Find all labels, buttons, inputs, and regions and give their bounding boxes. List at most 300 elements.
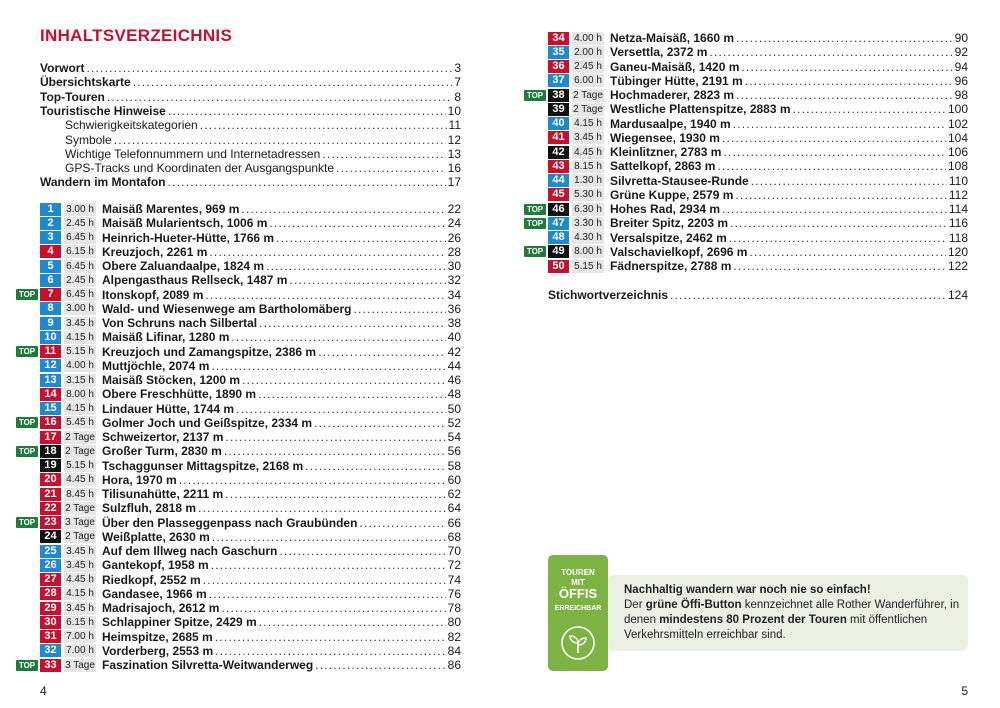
toc-entry-page: 7 xyxy=(454,75,461,90)
leader-dots xyxy=(209,587,446,601)
toc-entry-page: 8 xyxy=(454,89,461,104)
tour-name: Sattelkopf, 2863 m xyxy=(610,159,716,174)
tour-page: 62 xyxy=(447,487,461,501)
tour-entry[interactable] xyxy=(548,188,968,202)
tour-page: 58 xyxy=(447,458,461,473)
tour-duration: 2.45 h xyxy=(64,217,96,230)
tour-duration: 2 Tage xyxy=(65,445,95,457)
tour-number-badge: 24 xyxy=(40,530,61,543)
tour-number-badge: 28 xyxy=(40,587,61,600)
tour-entry[interactable] xyxy=(40,430,461,444)
tour-name: Gandasee, 1966 m xyxy=(102,586,207,601)
tour-duration: 3 Tage xyxy=(65,659,95,671)
tour-page: 68 xyxy=(447,529,461,544)
tour-duration: 3.45 h xyxy=(64,545,96,558)
tour-entry[interactable] xyxy=(548,174,968,188)
tour-entry[interactable] xyxy=(40,416,461,430)
leader-dots xyxy=(258,387,446,401)
tour-page: 48 xyxy=(447,387,461,402)
tour-number-badge: 19 xyxy=(40,459,61,472)
tour-entry[interactable] xyxy=(40,558,461,572)
tour-name: Kreuzjoch, 2261 m xyxy=(102,244,208,259)
tour-number-badge: 20 xyxy=(40,473,61,486)
tour-number-badge: 43 xyxy=(548,160,569,173)
tour-duration: 2 Tage xyxy=(65,431,95,443)
leader-dots xyxy=(793,102,946,116)
leader-dots xyxy=(353,302,445,316)
oeffi-body xyxy=(624,598,964,643)
tour-entry[interactable] xyxy=(40,302,461,316)
index-entry-label: Stichwortverzeichnis xyxy=(548,288,669,302)
tour-page: 64 xyxy=(447,501,461,516)
leader-dots xyxy=(259,615,446,629)
tour-page: 112 xyxy=(948,187,968,202)
oeffi-text-bold: mindestens 80 Prozent der Touren xyxy=(659,614,847,626)
tour-name: Madrisajoch, 2612 m xyxy=(102,601,220,615)
tour-name: Kreuzjoch und Zamangspitze, 2386 m xyxy=(102,344,317,359)
tour-number-badge: 36 xyxy=(548,60,569,73)
tour-entry[interactable] xyxy=(40,587,461,601)
oeffi-text-part: kennzeichnet alle Rother Wanderführer, in denen xyxy=(624,599,960,626)
tour-entry[interactable] xyxy=(40,544,461,558)
leader-dots xyxy=(168,104,446,118)
toc-entry[interactable] xyxy=(40,75,461,89)
tour-duration: 8.00 h xyxy=(64,388,96,401)
top-tour-badge: TOP xyxy=(16,289,38,300)
tour-duration: 8.15 h xyxy=(572,160,604,173)
tour-name: Ganeu-Maisäß, 1420 m xyxy=(610,59,740,74)
leader-dots xyxy=(289,273,445,287)
tour-number-badge: 35 xyxy=(548,46,569,59)
leader-dots xyxy=(209,245,445,259)
oeffi-badge-line1 xyxy=(548,568,608,588)
tour-duration: 5.15 h xyxy=(64,459,96,472)
tour-entry[interactable] xyxy=(40,615,461,629)
tour-number-badge: 1 xyxy=(40,203,61,216)
tour-page: 54 xyxy=(447,430,461,444)
tour-duration: 4.30 h xyxy=(572,231,604,244)
tour-page: 106 xyxy=(947,145,968,159)
toc-entry-page: 17 xyxy=(447,175,461,190)
tour-page: 102 xyxy=(947,116,968,131)
tour-entry[interactable] xyxy=(40,245,461,259)
tour-number-badge: 45 xyxy=(548,188,569,201)
tour-number-badge: 2 xyxy=(40,217,61,230)
leader-dots xyxy=(168,175,446,189)
tour-entry[interactable] xyxy=(40,216,461,230)
top-tour-badge: TOP xyxy=(16,417,38,428)
tour-page: 30 xyxy=(447,259,461,273)
leader-dots xyxy=(266,259,446,273)
leader-dots xyxy=(225,430,445,444)
tour-number-badge: 39 xyxy=(548,103,569,116)
top-tour-badge: TOP xyxy=(16,446,38,457)
tour-duration: 3.30 h xyxy=(572,217,604,230)
toc-entry-label: Schwierigkeitskategorien xyxy=(65,118,198,133)
page-number-left: 4 xyxy=(40,684,47,698)
oeffi-badge-mit: MIT xyxy=(571,578,585,587)
tour-duration: 4.15 h xyxy=(572,117,604,130)
tour-duration: 3.45 h xyxy=(64,559,96,572)
tour-entry[interactable] xyxy=(548,259,968,273)
tour-name: Alpengasthaus Rellseck, 1487 m xyxy=(102,273,288,288)
leader-dots xyxy=(749,245,946,259)
tour-page: 36 xyxy=(447,301,461,316)
toc-entry-page: 13 xyxy=(447,146,461,161)
leader-dots xyxy=(733,117,946,131)
tour-number-badge: 13 xyxy=(40,374,61,387)
tour-page: 120 xyxy=(947,244,968,259)
tour-page: 86 xyxy=(447,658,461,672)
tour-entry[interactable] xyxy=(40,316,461,330)
tour-duration: 3.45 h xyxy=(64,602,96,615)
tour-duration: 2 Tage xyxy=(65,531,95,543)
index-entry-page: 124 xyxy=(947,288,968,302)
tour-number-badge: 47 xyxy=(548,217,569,230)
tour-page: 98 xyxy=(954,88,968,102)
tour-name: Obere Zaluandaalpe, 1824 m xyxy=(102,259,265,273)
tour-page: 34 xyxy=(447,287,461,302)
tour-entry[interactable] xyxy=(40,473,461,487)
toc-entry[interactable] xyxy=(65,147,461,161)
tour-duration: 2.45 h xyxy=(572,60,604,73)
tour-number-badge: 34 xyxy=(548,32,569,45)
tour-number-badge: 18 xyxy=(40,445,61,458)
tour-number-badge: 11 xyxy=(40,345,61,358)
tour-duration: 8.45 h xyxy=(64,488,96,501)
tour-name: Valschavielkopf, 2696 m xyxy=(610,244,748,259)
tour-duration: 7.00 h xyxy=(64,644,96,657)
tour-duration: 6.45 h xyxy=(64,231,96,244)
toc-entry[interactable] xyxy=(40,90,461,104)
oeffi-info-text xyxy=(624,583,964,643)
tour-duration: 6.00 h xyxy=(572,74,604,87)
tour-page: 82 xyxy=(447,629,461,644)
tour-duration: 6.45 h xyxy=(64,288,96,301)
leader-dots xyxy=(215,630,446,644)
tour-entry[interactable] xyxy=(40,231,461,245)
tour-page: 52 xyxy=(447,415,461,430)
leader-dots xyxy=(314,416,446,430)
tour-entry[interactable] xyxy=(40,573,461,587)
tour-duration: 3 Tage xyxy=(65,517,95,528)
tour-name: Auf dem Illweg nach Gaschurn xyxy=(102,544,278,558)
tour-number-badge: 26 xyxy=(40,559,61,572)
oeffi-text-bold: grüne Öffi-Button xyxy=(645,599,742,611)
leader-dots xyxy=(733,259,946,273)
tour-name: Hora, 1970 m xyxy=(102,472,177,487)
tour-entry[interactable] xyxy=(548,102,968,116)
toc-entry-label: Vorwort xyxy=(40,61,85,75)
tour-page: 92 xyxy=(954,45,968,60)
tour-entry[interactable] xyxy=(548,145,968,159)
tour-name: Schweizertor, 2137 m xyxy=(102,430,224,444)
tour-entry[interactable] xyxy=(40,658,461,672)
tour-name: Netza-Maisäß, 1660 m xyxy=(610,31,735,45)
tour-number-badge: 17 xyxy=(40,431,61,444)
tour-number-badge: 44 xyxy=(548,174,569,187)
leader-dots xyxy=(259,316,445,330)
tour-page: 94 xyxy=(954,59,968,74)
tour-name: Itonskopf, 2089 m xyxy=(102,287,204,302)
tour-entry[interactable] xyxy=(40,530,461,544)
tour-name: Gantekopf, 1958 m xyxy=(102,558,209,573)
oeffi-text-part: Der xyxy=(624,599,646,611)
tour-number-badge: 37 xyxy=(548,74,569,87)
tour-page: 26 xyxy=(447,230,461,245)
tour-duration: 4.00 h xyxy=(572,32,604,45)
tour-name: Westliche Plattenspitze, 2883 m xyxy=(610,102,791,117)
tour-number-badge: 49 xyxy=(548,245,569,258)
tour-entry[interactable] xyxy=(548,202,968,216)
tour-name: Tübinger Hütte, 2191 m xyxy=(610,73,743,88)
tour-name: Wald- und Wiesenwege am Bartholomäberg xyxy=(102,301,352,316)
tour-number-badge: 41 xyxy=(548,131,569,144)
tour-number-badge: 48 xyxy=(548,231,569,244)
tour-duration: 2 Tage xyxy=(65,502,95,514)
tour-page: 50 xyxy=(447,401,461,416)
leader-dots xyxy=(751,174,947,188)
toc-entry[interactable] xyxy=(65,133,461,147)
leader-dots xyxy=(269,216,445,230)
tour-entry[interactable] xyxy=(40,330,461,344)
tour-duration: 8.00 h xyxy=(572,245,604,258)
tour-number-badge: 6 xyxy=(40,274,61,287)
tour-name: Kleinlitzner, 2783 m xyxy=(610,145,722,159)
toc-entry-label: GPS-Tracks und Koordinaten der Ausgangspunkte xyxy=(65,161,335,176)
tour-name: Versalspitze, 2462 m xyxy=(610,230,727,245)
tour-page: 80 xyxy=(447,615,461,630)
tour-name: Riedkopf, 2552 m xyxy=(102,572,201,587)
tour-duration: 4.45 h xyxy=(64,473,96,486)
tour-page: 66 xyxy=(447,515,461,530)
tour-duration: 4.45 h xyxy=(572,146,604,159)
leader-dots xyxy=(717,159,946,173)
tour-name: Maisäß Mularientsch, 1006 m xyxy=(102,216,268,231)
tour-page: 122 xyxy=(947,259,968,273)
leader-dots xyxy=(200,118,447,132)
tour-name: Obere Freschhütte, 1890 m xyxy=(102,387,257,402)
tour-entry[interactable] xyxy=(40,288,461,302)
oeffi-text-part: mit öffentlichen Verkehrsmitteln erreichbar sind. xyxy=(624,614,928,641)
tour-duration: 2 Tage xyxy=(573,103,603,115)
tour-page: 90 xyxy=(954,31,968,45)
tour-number-badge: 7 xyxy=(40,288,61,301)
tour-number-badge: 32 xyxy=(40,644,61,657)
toc-entry[interactable] xyxy=(40,175,461,189)
top-tour-badge: TOP xyxy=(524,218,546,229)
tour-name: Fädnerspitze, 2788 m xyxy=(610,259,732,273)
oeffi-heading: Nachhaltig wandern war noch nie so einfach! xyxy=(624,584,871,596)
leader-dots xyxy=(221,601,445,615)
tour-name: Grüne Kuppe, 2579 m xyxy=(610,187,734,202)
toc-entry[interactable] xyxy=(65,161,461,175)
leader-dots xyxy=(205,288,445,302)
leader-dots xyxy=(722,131,946,145)
tour-entry[interactable] xyxy=(548,74,968,88)
toc-entry[interactable] xyxy=(40,104,461,118)
leader-dots xyxy=(224,444,446,458)
tour-entry[interactable] xyxy=(40,487,461,501)
tour-duration: 1.30 h xyxy=(572,174,604,187)
tour-number-badge: 9 xyxy=(40,317,61,330)
tour-page: 104 xyxy=(947,130,968,145)
tour-entry[interactable] xyxy=(40,373,461,387)
tour-entry[interactable] xyxy=(548,231,968,245)
tour-number-badge: 4 xyxy=(40,245,61,258)
tour-number-badge: 23 xyxy=(40,516,61,529)
tour-duration: 5.15 h xyxy=(64,345,96,358)
leader-dots xyxy=(741,60,952,74)
leader-dots xyxy=(203,573,446,587)
tour-duration: 6.45 h xyxy=(64,260,96,273)
tour-page: 116 xyxy=(948,216,968,231)
tour-page: 40 xyxy=(447,330,461,345)
tour-entry[interactable] xyxy=(40,402,461,416)
tour-name: Lindauer Hütte, 1744 m xyxy=(102,401,235,416)
tour-entry[interactable] xyxy=(40,273,461,287)
leader-dots xyxy=(133,75,453,89)
oeffi-info xyxy=(548,555,968,671)
tour-page: 70 xyxy=(447,544,461,558)
top-tour-badge: TOP xyxy=(524,246,546,257)
tour-number-badge: 12 xyxy=(40,359,61,372)
toc-entry[interactable] xyxy=(40,61,461,75)
tour-entry[interactable] xyxy=(548,60,968,74)
tour-duration: 3.15 h xyxy=(64,374,96,387)
oeffi-badge-line2: ÖFFIS xyxy=(558,586,598,601)
tour-duration: 5.30 h xyxy=(572,188,604,201)
oeffi-badge-line3: ERREICHBAR xyxy=(554,605,602,612)
leader-dots xyxy=(236,402,446,416)
tour-name: Wiegensee, 1930 m xyxy=(610,130,720,145)
tour-number-badge: 5 xyxy=(40,260,61,273)
tour-entry[interactable] xyxy=(548,216,968,230)
tour-page: 44 xyxy=(447,358,461,373)
top-tour-badge: TOP xyxy=(16,660,38,671)
tour-name: Breiter Spitz, 2203 m xyxy=(610,216,729,231)
leader-dots xyxy=(212,530,446,544)
leader-dots xyxy=(86,61,452,75)
oeffi-badge-touren: TOUREN xyxy=(561,568,595,577)
tour-duration: 3.45 h xyxy=(572,131,604,144)
leader-dots xyxy=(736,31,953,45)
tour-number-badge: 38 xyxy=(548,89,569,102)
tour-duration: 4.00 h xyxy=(64,359,96,372)
tour-page: 56 xyxy=(447,444,461,459)
oeffi-badge xyxy=(548,555,608,671)
tour-duration: 6.30 h xyxy=(572,203,604,216)
tour-duration: 4.15 h xyxy=(64,587,96,600)
tour-entry[interactable] xyxy=(548,245,968,259)
leader-dots xyxy=(729,231,947,245)
tour-entry[interactable] xyxy=(40,359,461,373)
tour-number-badge: 3 xyxy=(40,231,61,244)
tour-entry[interactable] xyxy=(548,117,968,131)
tour-name: Maisäß Lifinar, 1280 m xyxy=(102,330,230,345)
tour-entry[interactable] xyxy=(548,88,968,102)
toc-entry-label: Übersichtskarte xyxy=(40,75,131,90)
toc-entry-label: Top-Touren xyxy=(40,89,105,104)
tour-duration: 5.45 h xyxy=(64,416,96,429)
leader-dots xyxy=(215,644,445,658)
tour-page: 24 xyxy=(447,216,461,231)
leader-dots xyxy=(723,145,946,159)
seedling-icon xyxy=(560,625,596,661)
leader-dots xyxy=(745,74,953,88)
tour-entry[interactable] xyxy=(548,159,968,173)
tour-number-badge: 33 xyxy=(40,659,61,672)
tour-name: Hohes Rad, 2934 m xyxy=(610,202,721,216)
toc-entry-page: 11 xyxy=(448,118,461,133)
leader-dots xyxy=(107,90,452,104)
leader-dots xyxy=(735,188,946,202)
leader-dots xyxy=(315,658,445,672)
tour-name: Von Schruns nach Silbertal xyxy=(102,316,258,330)
toc-entry-label: Touristische Hinweise xyxy=(40,103,166,118)
tour-entry[interactable] xyxy=(40,202,461,216)
tour-number-badge: 8 xyxy=(40,302,61,315)
tour-number-badge: 21 xyxy=(40,488,61,501)
page-title: INHALTSVERZEICHNIS xyxy=(40,26,233,45)
tour-duration: 2.00 h xyxy=(572,46,604,59)
tour-name: Faszination Silvretta-Weitwanderweg xyxy=(102,658,314,672)
tour-name: Heinrich-Hueter-Hütte, 1766 m xyxy=(102,230,275,245)
tour-entry[interactable] xyxy=(40,345,461,359)
index-entry[interactable] xyxy=(548,288,968,302)
tour-entry[interactable] xyxy=(548,31,968,45)
tour-entry[interactable] xyxy=(40,630,461,644)
tour-entry[interactable] xyxy=(40,601,461,615)
tour-page: 46 xyxy=(447,373,461,387)
leader-dots xyxy=(198,501,446,515)
leader-dots xyxy=(722,202,947,216)
tour-entry[interactable] xyxy=(40,459,461,473)
tour-duration: 4.15 h xyxy=(64,331,96,344)
tour-number-badge: 40 xyxy=(548,117,569,130)
tour-number-badge: 25 xyxy=(40,545,61,558)
tour-name: Sulzfluh, 2818 m xyxy=(102,501,197,516)
leader-dots xyxy=(670,288,946,302)
tour-duration: 7.00 h xyxy=(64,630,96,643)
tour-entry[interactable] xyxy=(548,131,968,145)
tour-number-badge: 16 xyxy=(40,416,61,429)
tour-entry[interactable] xyxy=(548,45,968,59)
tour-duration: 6.15 h xyxy=(64,616,96,629)
tour-number-badge: 27 xyxy=(40,573,61,586)
tour-name: Silvretta-Stausee-Runde xyxy=(610,173,749,188)
leader-dots xyxy=(279,544,445,558)
tour-number-badge: 29 xyxy=(40,602,61,615)
tour-number-badge: 42 xyxy=(548,146,569,159)
tour-page: 42 xyxy=(447,344,461,359)
tour-entry[interactable] xyxy=(40,644,461,658)
tour-name: Tilisunahütte, 2211 m xyxy=(102,487,224,501)
tour-entry[interactable] xyxy=(40,501,461,515)
tour-entry[interactable] xyxy=(40,387,461,401)
top-tour-badge: TOP xyxy=(524,204,546,215)
tour-name: Golmer Joch und Geißspitze, 2334 m xyxy=(102,415,313,430)
tour-duration: 6.15 h xyxy=(64,245,96,258)
tour-entry[interactable] xyxy=(40,259,461,273)
tour-entry[interactable] xyxy=(40,516,461,530)
leader-dots xyxy=(114,133,446,147)
tour-entry[interactable] xyxy=(40,444,461,458)
toc-entry[interactable] xyxy=(65,118,461,132)
tour-name: Maisäß Stöcken, 1200 m xyxy=(102,373,241,387)
top-tour-badge: TOP xyxy=(524,90,546,101)
tour-page: 28 xyxy=(447,244,461,259)
